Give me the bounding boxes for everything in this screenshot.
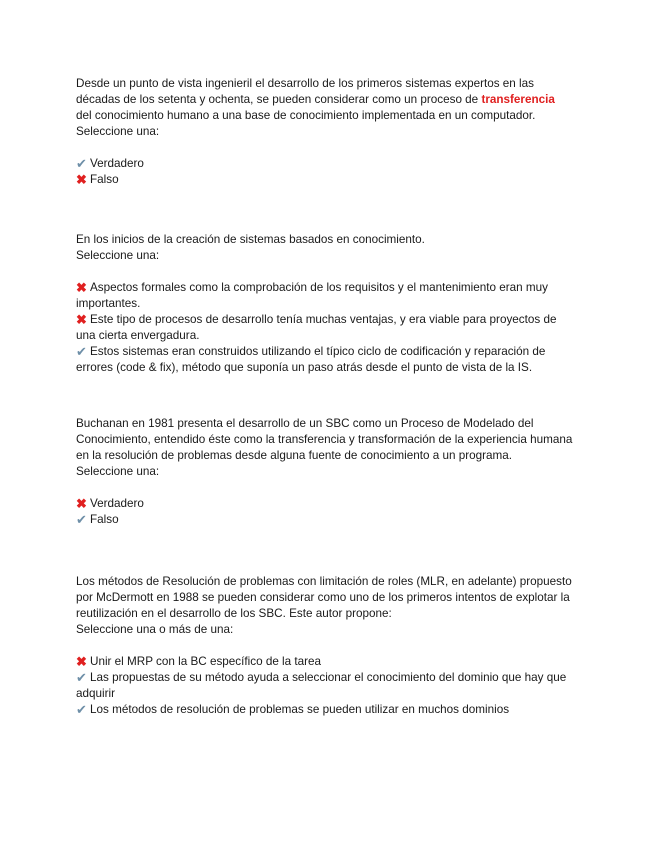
- cross-icon: ✖: [76, 654, 87, 669]
- question-4-stem-line-1: Los métodos de Resolución de problemas con limitación de roles (MLR, en adelante) propuesto: [76, 575, 572, 588]
- question-2-option-2[interactable]: [76, 312, 586, 328]
- check-icon: ✔: [76, 156, 87, 171]
- check-icon: ✔: [76, 702, 87, 717]
- question-3: [76, 416, 586, 528]
- question-2-prompt: Seleccione una:: [76, 249, 160, 262]
- cross-icon: ✖: [76, 280, 87, 295]
- question-4-option-1-label: Unir el MRP con la BC específico de la tarea: [90, 655, 322, 668]
- question-3-option-1-label: Verdadero: [90, 497, 144, 510]
- question-1-prompt: Seleccione una:: [76, 125, 160, 138]
- question-2-option-1-line-2: importantes.: [76, 297, 141, 310]
- cross-icon: ✖: [76, 496, 87, 511]
- question-2-option-2-line-2: una cierta envergadura.: [76, 329, 200, 342]
- question-2-option-1-line-1: Aspectos formales como la comprobación de los requisitos y el mantenimiento eran muy: [90, 281, 548, 294]
- question-4-option-2[interactable]: [76, 670, 586, 686]
- cross-icon: ✖: [76, 172, 87, 187]
- question-3-option-1[interactable]: [76, 496, 586, 512]
- question-1-option-2[interactable]: [76, 172, 586, 188]
- question-1-stem-line-1: Desde un punto de vista ingenieril el desarrollo de los primeros sistemas expertos en las: [76, 77, 534, 90]
- question-3-stem-line-1: Buchanan en 1981 presenta el desarrollo de un SBC como un Proceso de Modelado del: [76, 417, 534, 430]
- question-4-option-3[interactable]: [76, 702, 586, 718]
- question-2-option-3-line-1: Estos sistemas eran construidos utilizando el típico ciclo de codificación y reparación de: [90, 345, 546, 358]
- question-2-option-3-line-2: errores (code & fix), método que suponía un paso atrás desde el punto de vista de la IS.: [76, 361, 533, 374]
- question-1-stem-line-2-text: décadas de los setenta y ochenta, se pueden considerar como un proceso de: [76, 93, 482, 106]
- question-3-stem-line-3: en la resolución de problemas desde alguna fuente de conocimiento a un programa.: [76, 449, 512, 462]
- check-icon: ✔: [76, 512, 87, 527]
- question-3-stem-line-2: Conocimiento, entendido éste como la transferencia y transformación de la experiencia humana: [76, 433, 573, 446]
- question-1-highlight: transferencia: [481, 93, 555, 106]
- question-4-option-2-line-2: adquirir: [76, 687, 115, 700]
- check-icon: ✔: [76, 344, 87, 359]
- question-2-option-3[interactable]: [76, 344, 586, 360]
- question-3-option-2-label: Falso: [90, 513, 119, 526]
- question-4-prompt: Seleccione una o más de una:: [76, 623, 234, 636]
- check-icon: ✔: [76, 670, 87, 685]
- question-1-stem-line-3: del conocimiento humano a una base de conocimiento implementada en un computador.: [76, 109, 536, 122]
- question-4-option-3-label: Los métodos de resolución de problemas se pueden utilizar en muchos dominios: [90, 703, 510, 716]
- question-2-option-1[interactable]: [76, 280, 586, 296]
- question-2-stem-line-1: En los inicios de la creación de sistemas basados en conocimiento.: [76, 233, 425, 246]
- question-1-option-2-label: Falso: [90, 173, 119, 186]
- question-2-option-2-line-1: Este tipo de procesos de desarrollo tenía muchas ventajas, y era viable para proyectos de: [90, 313, 557, 326]
- question-4-option-1[interactable]: [76, 654, 586, 670]
- question-3-prompt: Seleccione una:: [76, 465, 160, 478]
- question-2: [76, 232, 586, 376]
- question-4-stem-line-2: por McDermott en 1988 se pueden considerar como uno de los primeros intentos de explotar la: [76, 591, 570, 604]
- cross-icon: ✖: [76, 312, 87, 327]
- question-1: [76, 76, 586, 188]
- question-4-stem-line-3: reutilización en el desarrollo de los SBC. Este autor propone:: [76, 607, 392, 620]
- question-1-option-1[interactable]: [76, 156, 586, 172]
- question-1-option-1-label: Verdadero: [90, 157, 144, 170]
- question-4-option-2-line-1: Las propuestas de su método ayuda a seleccionar el conocimiento del dominio que hay que: [90, 671, 567, 684]
- question-4: [76, 574, 586, 718]
- question-3-option-2[interactable]: [76, 512, 586, 528]
- question-1-stem-line-2: [76, 92, 586, 108]
